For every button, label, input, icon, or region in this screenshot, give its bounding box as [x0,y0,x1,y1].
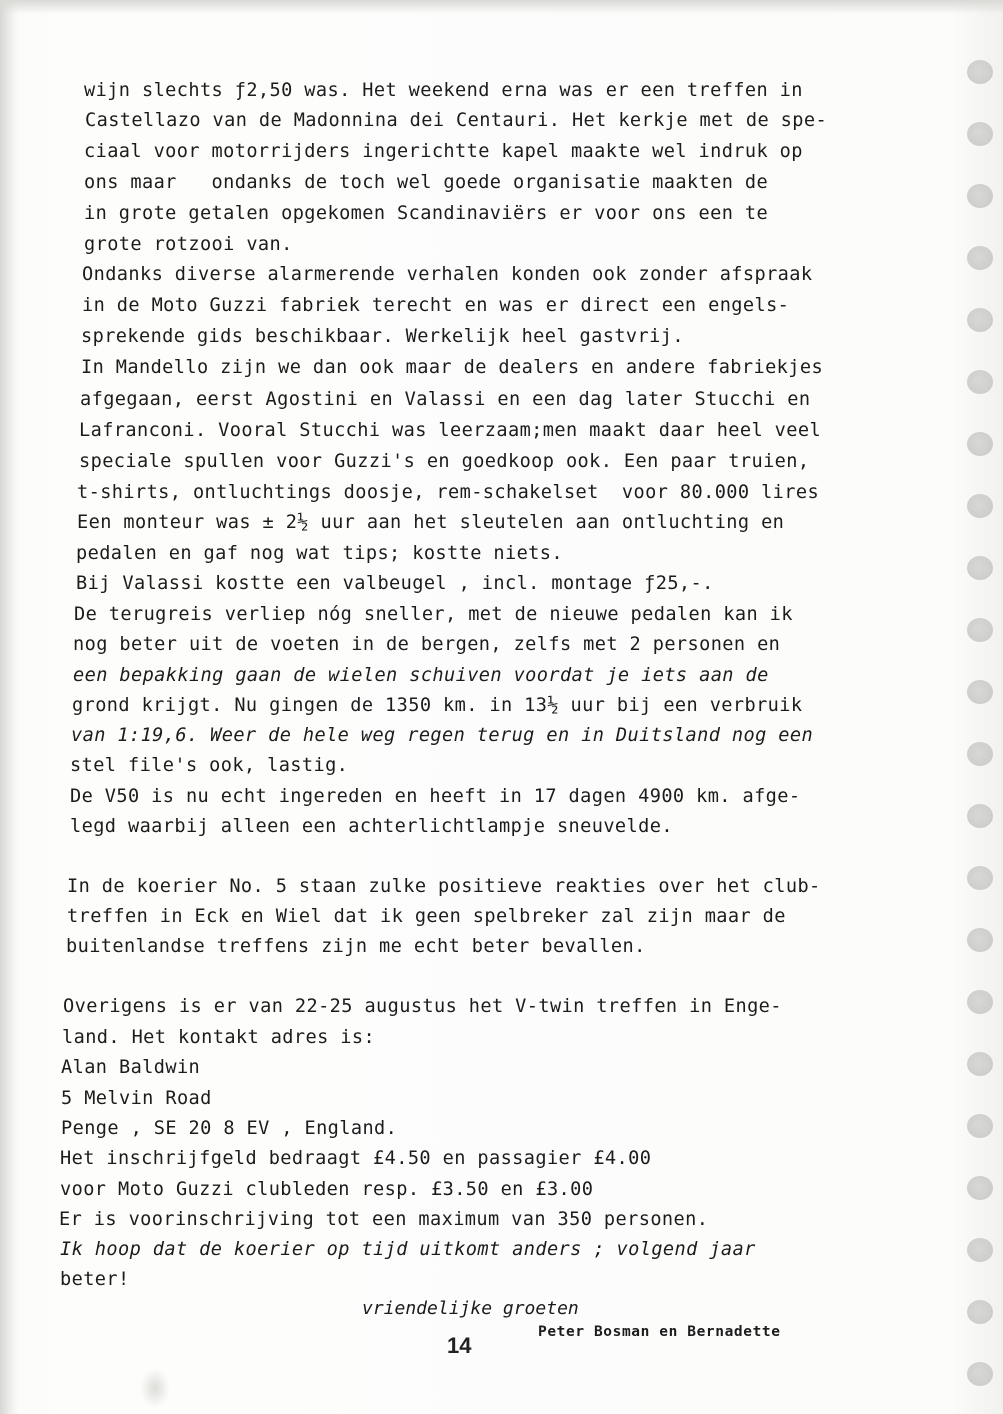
text-line: afgegaan, eerst Agostini en Valassi en een dag later Stucchi en [80,389,811,410]
text-line: beter! [60,1269,130,1290]
text-line: stel file's ook, lastig. [70,755,349,776]
text-line: ciaal voor motorrijders ingerichtte kapel maakte wel indruk op [84,141,803,162]
text-line: De terugreis verliep nóg sneller, met de nieuwe pedalen kan ik [74,604,793,625]
text-line: van 1:19,6. Weer de hele weg regen terug en in Duitsland nog een [71,725,814,746]
text-line: 5 Melvin Road [61,1088,212,1109]
text-line: Bij Valassi kostte een valbeugel , incl. montage ƒ25,-. [76,573,714,594]
text-line: grond krijgt. Nu gingen de 1350 km. in 13½ uur bij een verbruik [72,695,803,716]
text-line: sprekende gids beschikbaar. Werkelijk heel gastvrij. [81,326,684,347]
author-signature: Peter Bosman en Bernadette [538,1324,781,1340]
closing-greeting: vriendelijke groeten [362,1298,579,1319]
paper-smudge [140,1368,170,1408]
text-line: pedalen en gaf nog wat tips; kostte niets. [76,543,563,564]
text-line: nog beter uit de voeten in de bergen, zelfs met 2 personen en [73,634,781,655]
text-line: Ondanks diverse alarmerende verhalen konden ook zonder afspraak [82,264,813,285]
text-line: Het inschrijfgeld bedraagt £4.50 en passagier £4.00 [60,1148,652,1169]
text-line: Ik hoop dat de koerier op tijd uitkomt anders ; volgend jaar [60,1239,756,1260]
text-line: Castellazo van de Madonnina dei Centauri. Het kerkje met de spe- [85,110,828,131]
text-line: Een monteur was ± 2½ uur aan het sleutelen aan ontluchting en [77,512,785,533]
text-line: wijn slechts ƒ2,50 was. Het weekend erna was er een treffen in [84,80,803,101]
text-line: voor Moto Guzzi clubleden resp. £3.50 en £3.00 [60,1179,594,1200]
text-line: legd waarbij alleen een achterlichtlampje sneuvelde. [70,816,673,837]
text-line: t-shirts, ontluchtings doosje, rem-schakelset voor 80.000 lires [77,482,820,503]
text-line: Penge , SE 20 8 EV , England. [61,1118,398,1139]
text-line: speciale spullen voor Guzzi's en goedkoop ook. Een paar truien, [79,451,810,472]
text-line: in de Moto Guzzi fabriek terecht en was er direct een engels- [82,295,790,316]
page-number: 14 [447,1333,472,1358]
text-line: Er is voorinschrijving tot een maximum van 350 personen. [59,1209,709,1230]
text-line: Overigens is er van 22-25 augustus het V-twin treffen in Enge- [63,996,782,1017]
text-line: De V50 is nu echt ingereden en heeft in 17 dagen 4900 km. afge- [70,786,801,807]
text-line: In de koerier No. 5 staan zulke positieve reakties over het club- [67,876,821,897]
text-line: ons maar ondanks de toch wel goede organisatie maakten de [84,172,769,193]
text-line: buitenlandse treffens zijn me echt beter bevallen. [66,936,646,957]
text-line: treffen in Eck en Wiel dat ik geen spelbreker zal zijn maar de [67,906,786,927]
text-line: Lafranconi. Vooral Stucchi was leerzaam;men maakt daar heel veel [79,420,822,441]
text-line: In Mandello zijn we dan ook maar de dealers en andere fabriekjes [81,357,824,378]
text-line: grote rotzooi van. [84,234,293,255]
text-line: in grote getalen opgekomen Scandinaviërs er voor ons een te [84,203,769,224]
text-line: een bepakking gaan de wielen schuiven voordat je iets aan de [73,665,769,686]
text-line: Alan Baldwin [61,1057,201,1078]
text-line: land. Het kontakt adres is: [62,1027,376,1048]
